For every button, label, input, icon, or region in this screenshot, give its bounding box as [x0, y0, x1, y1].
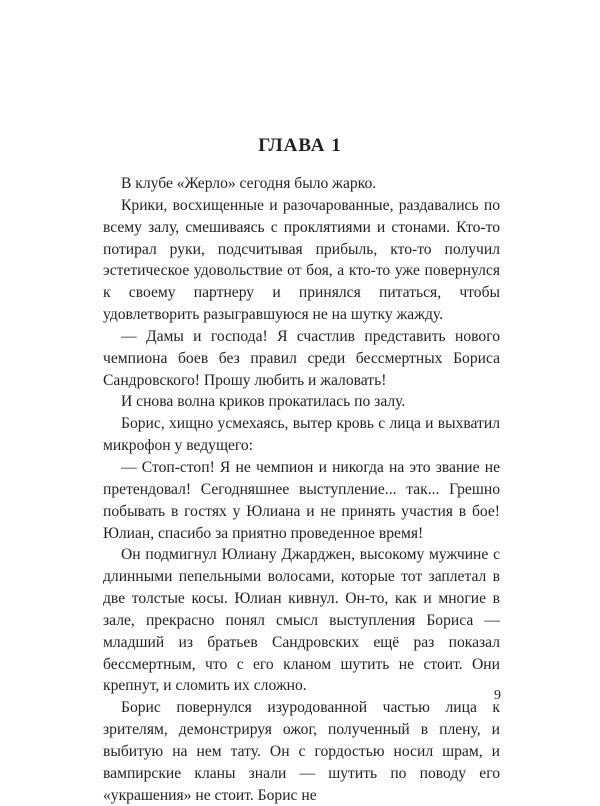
chapter-body [103, 173, 500, 806]
paragraph: Крики, восхищенные и разочарованные, раздавались по всему залу, смешиваясь с проклятиями и стонами. Кто-то потирал руки, подсчитывая прибыль, кто-то получил эстетическое удовольствие от боя, а кто-то уже повернулся к своему партнеру и принялся питаться, чтобы удовлетворить разыгравшуюся не на шутку жажду. [103, 196, 500, 324]
paragraph: Борис, хищно усмехаясь, вытер кровь с лица и выхватил микрофон у ведущего: [103, 415, 500, 455]
page-number: 9 [494, 688, 501, 703]
paragraph: И снова волна криков прокатилась по залу. [121, 393, 406, 411]
paragraph: — Стоп-стоп! Я не чемпион и никогда на это звание не претендовал! Сегодняшнее выступление... так... Грешно побывать в гостях у Юлиана и не принять участия в бое! Юлиан, спасибо за приятно проведенное время! [103, 458, 500, 542]
paragraph: В клубе «Жерло» сегодня было жарко. [121, 175, 377, 192]
paragraph: Он подмигнул Юлиану Джарджен, высокому мужчине с длинными пепельными волосами, которые тот заплетал в две толстые косы. Юлиан кивнул. Он-то, как и многие в зале, прекрасно понял смысл выступления Бориса — младший из братьев Сандровских ещё раз показал бессмертным, что с его кланом шутить не стоит. Они крепнут, и сломить их сложно. [103, 546, 500, 695]
paragraph: — Дамы и господа! Я счастлив представить нового чемпиона боев без правил среди бессмертных Бориса Сандровского! Прошу любить и жаловать! [103, 327, 500, 389]
chapter-title: ГЛАВА 1 [258, 135, 342, 156]
paragraph: Борис повернулся изуродованной частью лица к зрителям, демонстрируя ожог, полученный в плену, и выбитую на нем тату. Он с гордостью носил шрам, и вампирские кланы знали — шутить по поводу его «украшения» не стоит. Борис не [103, 699, 500, 804]
